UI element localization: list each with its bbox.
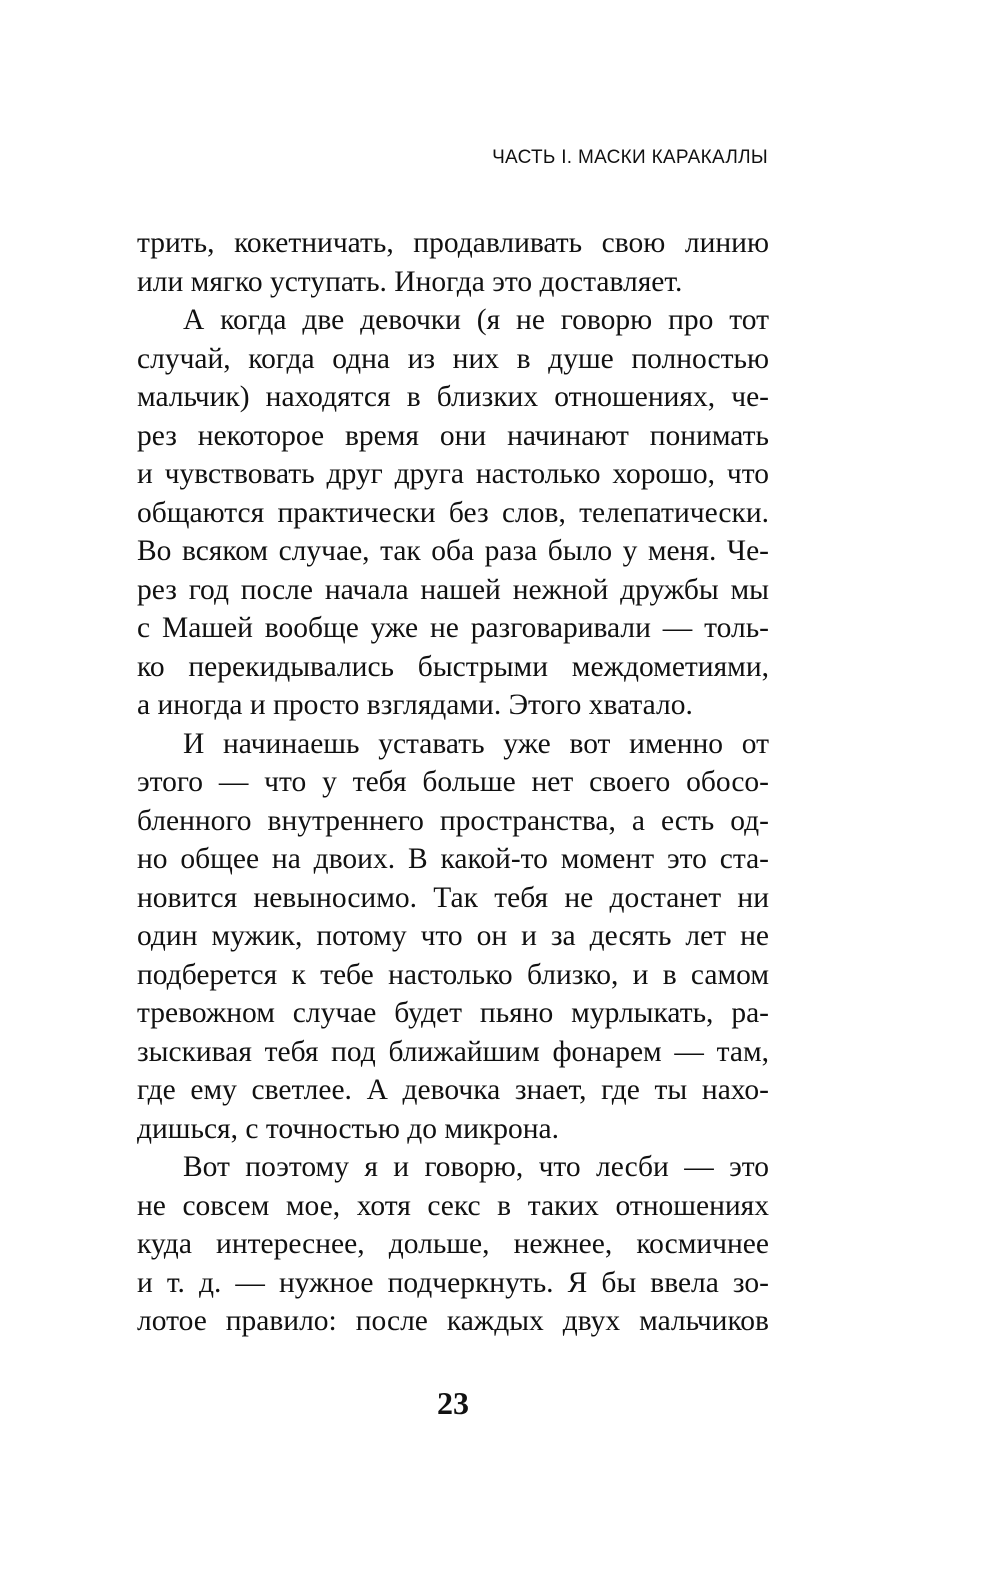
text-line: и чувствовать друг друга настолько хорошо, что — [137, 458, 769, 490]
text-line: новится невыносимо. Так тебя не достанет ни — [137, 881, 769, 914]
page-number: 23 — [437, 1385, 469, 1421]
text-line: или мягко уступать. Иногда это доставляет. — [137, 265, 683, 298]
text-line: этого — что у тебя больше нет своего обосо- — [137, 766, 769, 798]
text-line: лотое правило: после каждых двух мальчиков — [137, 1305, 769, 1337]
text-line: А когда две девочки (я не говорю про тот — [183, 304, 769, 336]
text-line: куда интереснее, дольше, нежнее, космичнее — [137, 1228, 769, 1260]
text-line: дишься, с точностью до микрона. — [137, 1112, 559, 1145]
text-line: и т. д. — нужное подчеркнуть. Я бы ввела зо- — [137, 1266, 769, 1299]
text-line: а иногда и просто взглядами. Этого хватало. — [137, 689, 693, 721]
text-line: подберется к тебе настолько близко, и в самом — [137, 958, 769, 991]
text-line: И начинаешь уставать уже вот именно от — [183, 727, 769, 760]
body-text — [137, 224, 769, 1341]
text-line: Во всяком случае, так оба раза было у меня. Че- — [137, 535, 769, 567]
text-line: где ему светлее. А девочка знает, где ты нахо- — [137, 1074, 769, 1106]
text-line: один мужик, потому что он и за десять лет не — [137, 920, 769, 952]
text-line: общаются практически без слов, телепатически. — [137, 496, 769, 529]
text-line: ко перекидывались быстрыми междометиями, — [137, 650, 769, 683]
text-line: с Машей вообще уже не разговаривали — толь- — [137, 612, 769, 644]
text-line: трить, кокетничать, продавливать свою линию — [137, 227, 769, 259]
text-line: рез год после начала нашей нежной дружбы мы — [137, 573, 769, 606]
text-line: мальчик) находятся в близких отношениях, че- — [137, 381, 769, 413]
text-line: случай, когда одна из них в душе полностью — [137, 342, 769, 375]
text-line: тревожном случае будет пьяно мурлыкать, ра- — [137, 997, 769, 1029]
text-line: рез некоторое время они начинают понимать — [137, 419, 769, 452]
text-line: зыскивая тебя под ближайшим фонарем — там, — [137, 1035, 769, 1068]
running-header: ЧАСТЬ I. МАСКИ КАРАКАЛЛЫ — [492, 147, 768, 168]
text-line: но общее на двоих. В какой-то момент это ста- — [137, 843, 769, 875]
text-line: бленного внутреннего пространства, а есть од- — [137, 804, 769, 837]
text-line: Вот поэтому я и говорю, что лесби — это — [183, 1151, 769, 1183]
text-line: не совсем мое, хотя секс в таких отношениях — [137, 1189, 769, 1222]
